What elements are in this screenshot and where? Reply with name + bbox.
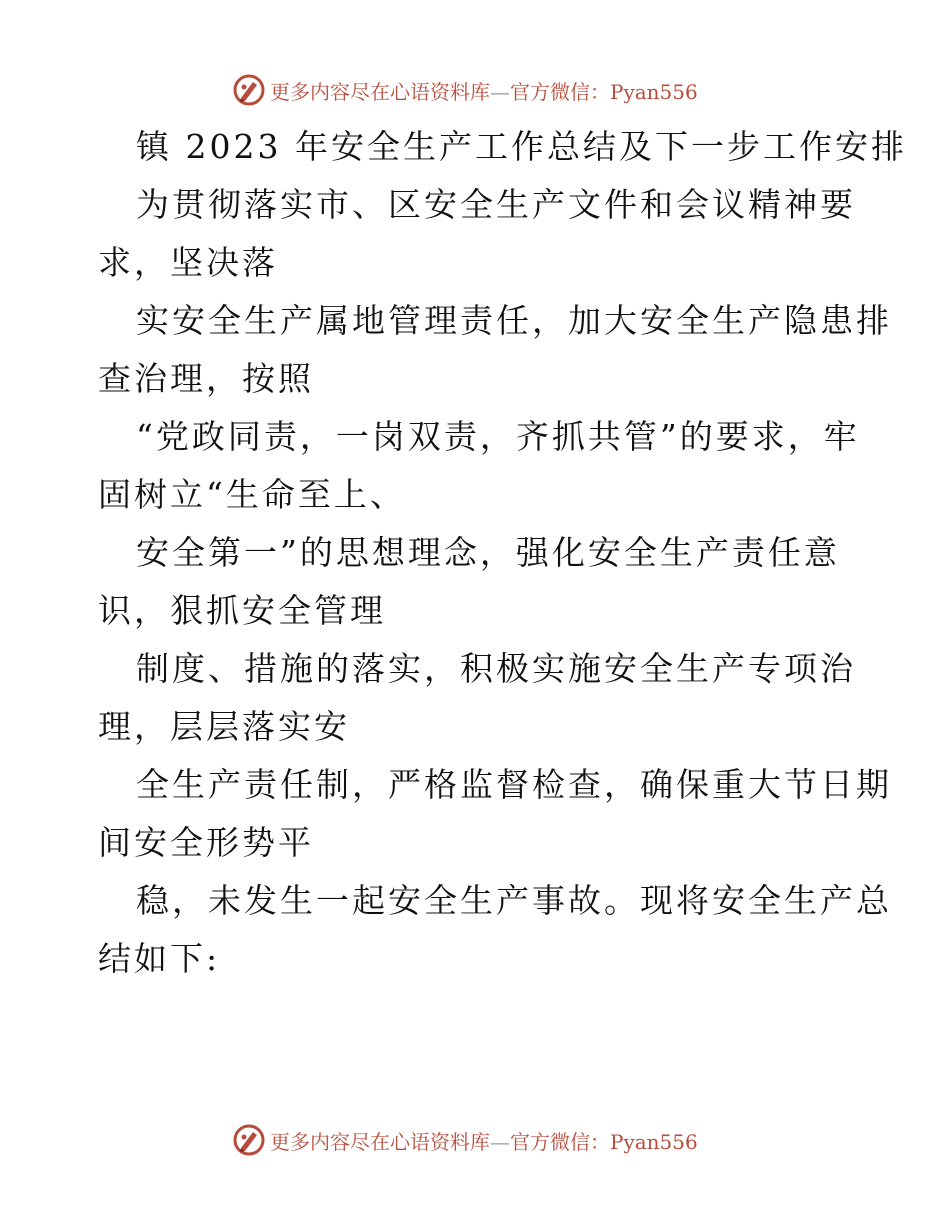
- banner-text: [270, 76, 698, 105]
- paragraph-line: 制度、措施的落实，积极实施安全生产专项治: [136, 649, 856, 688]
- pen-logo-icon: [232, 73, 266, 107]
- paragraph-line: 识，狠抓安全管理: [98, 591, 386, 630]
- banner-main-text: 更多内容尽在心语资料库: [270, 1129, 490, 1154]
- paragraph-line: 查治理，按照: [98, 359, 314, 398]
- pen-logo-icon: [232, 1123, 266, 1157]
- paragraph-line: 间安全形势平: [98, 823, 314, 862]
- document-body: [98, 118, 907, 988]
- paragraph-line: 结如下:: [98, 939, 221, 978]
- banner-text: [270, 1126, 698, 1155]
- paragraph-line: 固树立“生命至上、: [98, 475, 406, 514]
- document-title: 镇 2023 年安全生产工作总结及下一步工作安排: [136, 127, 907, 166]
- banner-dash: —: [490, 79, 510, 104]
- paragraph-line: 安全第一”的思想理念，强化安全生产责任意: [136, 533, 840, 572]
- paragraph-line: 求，坚决落: [98, 243, 278, 282]
- paragraph-line: 稳，未发生一起安全生产事故。现将安全生产总: [136, 881, 892, 920]
- paragraph-line: 实安全生产属地管理责任，加大安全生产隐患排: [136, 301, 892, 340]
- paragraph-line: 理，层层落实安: [98, 707, 350, 746]
- banner-dash: —: [490, 1129, 510, 1154]
- footer-banner: [232, 1120, 752, 1160]
- paragraph-line: 全生产责任制，严格监督检查，确保重大节日期: [136, 765, 892, 804]
- paragraph-line: “党政同责，一岗双责，齐抓共管”的要求，牢: [136, 417, 860, 456]
- banner-main-text: 更多内容尽在心语资料库: [270, 79, 490, 104]
- header-banner: [232, 70, 752, 110]
- banner-contact-text: 官方微信：Pyan556: [510, 79, 698, 104]
- paragraph-line: 为贯彻落实市、区安全生产文件和会议精神要: [136, 185, 856, 224]
- banner-contact-text: 官方微信：Pyan556: [510, 1129, 698, 1154]
